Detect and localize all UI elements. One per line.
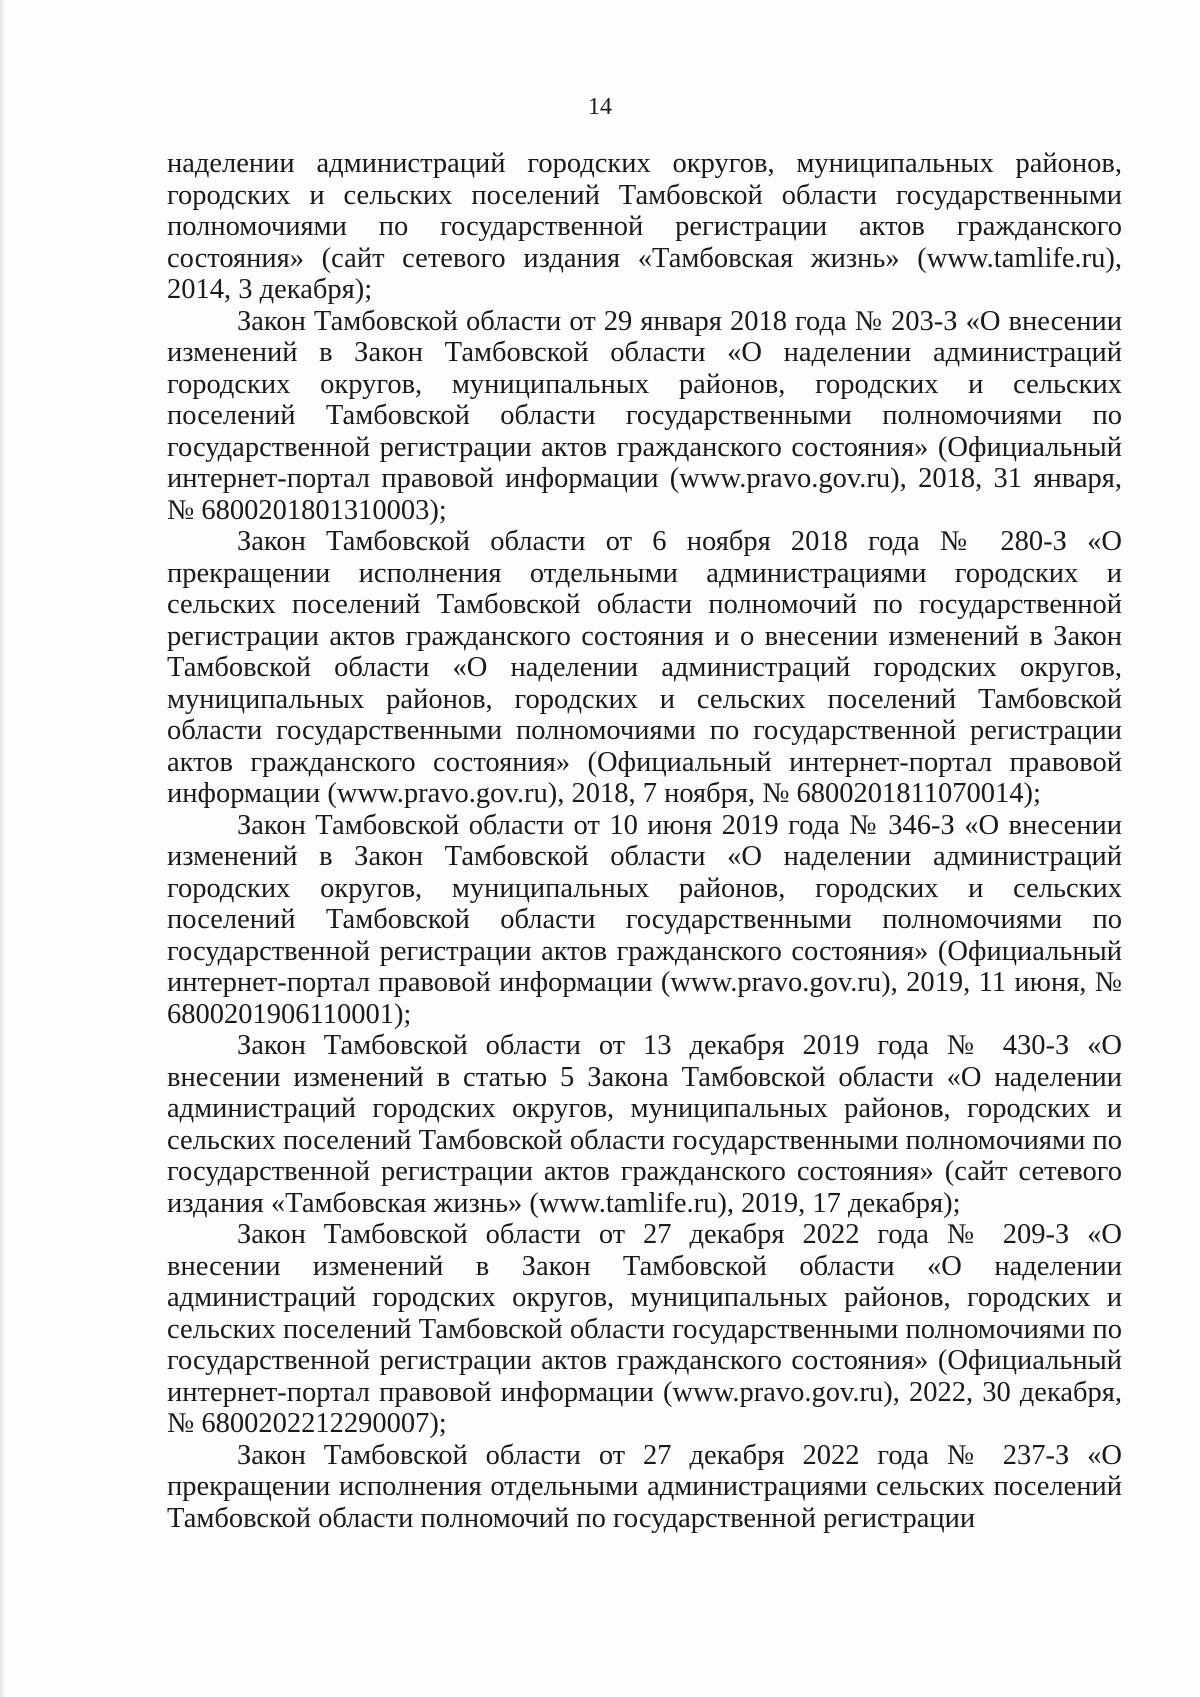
page-number: 14 xyxy=(588,94,612,120)
scan-edge-shadow xyxy=(0,0,6,1697)
document-body xyxy=(167,148,1122,1534)
paragraph-law-203: Закон Тамбовской области от 29 января 2018 года № 203-З «О внесении изменений в Закон Тамбовской области «О наделении администраций городских округов, муниципальных районов, городских и сельских поселений Тамбовской области государственными полномочиями по государственной регистрации актов гражданского состояния» (Официальный интернет-портал правовой информации (www.pravo.gov.ru), 2018, 31 января, № 6800201801310003); xyxy=(167,305,1122,526)
paragraph-law-209: Закон Тамбовской области от 27 декабря 2022 года № 209-З «О внесении изменений в Закон Тамбовской области «О наделении администраций городских округов, муниципальных районов, городских и сельских поселений Тамбовской области государственными полномочиями по государственной регистрации актов гражданского состояния» (Официальный интернет-портал правовой информации (www.pravo.gov.ru), 2022, 30 декабря, № 6800202212290007); xyxy=(167,1219,1122,1439)
paragraph-law-430: Закон Тамбовской области от 13 декабря 2019 года № 430-З «О внесении изменений в статью 5 Закона Тамбовской области «О наделении администраций городских округов, муниципальных районов, городских и сельских поселений Тамбовской области государственными полномочиями по государственной регистрации актов гражданского состояния» (сайт сетевого издания «Тамбовская жизнь» (www.tamlife.ru), 2019, 17 декабря); xyxy=(167,1030,1122,1219)
paragraph-continuation: наделении администраций городских округов, муниципальных районов, городских и сельских поселений Тамбовской области государственными полномочиями по государственной регистрации актов гражданского состояния» (сайт сетевого издания «Тамбовская жизнь» (www.tamlife.ru), 2014, 3 декабря); xyxy=(167,148,1122,305)
paragraph-law-280: Закон Тамбовской области от 6 ноября 2018 года № 280-З «О прекращении исполнения отдельными администрациями городских и сельских поселений Тамбовской области полномочий по государственной регистрации актов гражданского состояния и о внесении изменений в Закон Тамбовской области «О наделении администраций городских округов, муниципальных районов, городских и сельских поселений Тамбовской области государственными полномочиями по государственной регистрации актов гражданского состояния» (Официальный интернет-портал правовой информации (www.pravo.gov.ru), 2018, 7 ноября, № 6800201811070014); xyxy=(167,526,1122,809)
paragraph-law-346: Закон Тамбовской области от 10 июня 2019 года № 346-З «О внесении изменений в Закон Тамбовской области «О наделении администраций городских округов, муниципальных районов, городских и сельских поселений Тамбовской области государственными полномочиями по государственной регистрации актов гражданского состояния» (Официальный интернет-портал правовой информации (www.pravo.gov.ru), 2019, 11 июня, № 6800201906110001); xyxy=(167,809,1122,1030)
paragraph-law-237: Закон Тамбовской области от 27 декабря 2022 года № 237-З «О прекращении исполнения отдельными администрациями сельских поселений Тамбовской области полномочий по государственной регистрации xyxy=(167,1439,1122,1534)
